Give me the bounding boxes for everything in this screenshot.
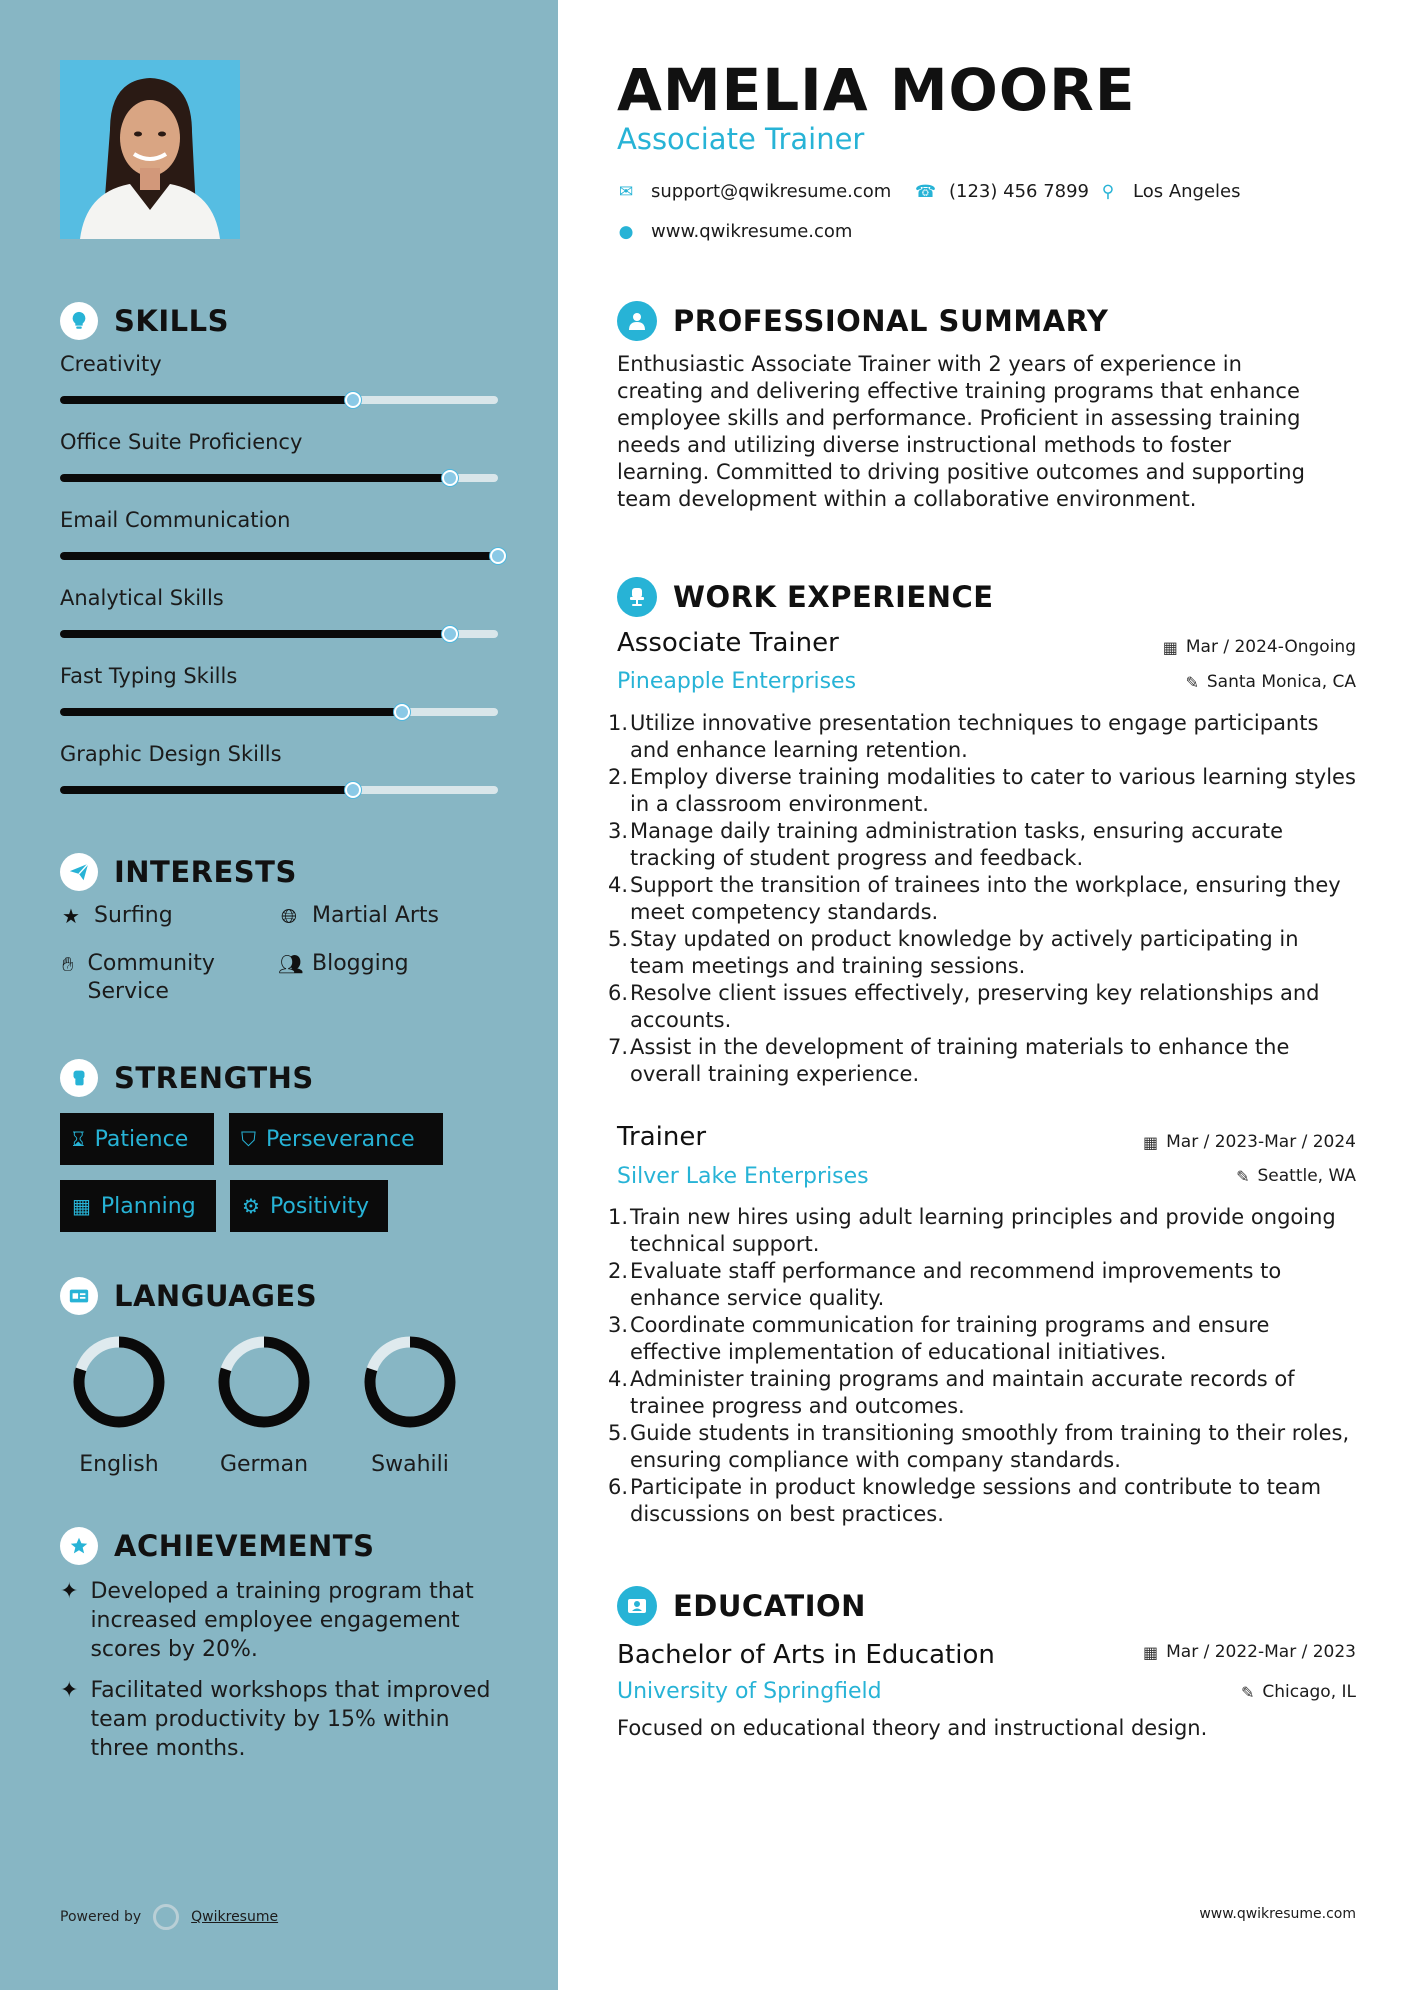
interest-item — [60, 950, 240, 1006]
star-hand-icon: ✦ — [60, 1579, 79, 1604]
duty-text: Train new hires using adult learning principles and provide ongoing technical support. — [630, 1205, 1336, 1256]
duty-text: Assist in the development of training materials to enhance the overall training experience. — [630, 1035, 1290, 1086]
hand-icon: ✋︎ — [62, 952, 74, 976]
graduation-icon — [617, 1586, 657, 1626]
education-location-text: Chicago, IL — [1262, 1682, 1356, 1702]
duty-item — [608, 980, 1358, 1034]
duty-item — [608, 1034, 1358, 1088]
lightbulb-icon — [60, 302, 98, 340]
duty-item — [608, 1420, 1358, 1474]
duty-text: Support the transition of trainees into the workplace, ensuring they meet competency standards. — [630, 873, 1341, 924]
education-title: EDUCATION — [673, 1589, 866, 1623]
job-location — [1185, 672, 1356, 692]
language-item — [59, 1334, 179, 1477]
skill-bar-knob — [345, 782, 361, 798]
users-icon: 👥︎ — [278, 952, 304, 976]
job-location — [1236, 1166, 1356, 1186]
duty-number: 5. — [608, 927, 629, 951]
duty-number: 6. — [608, 981, 629, 1005]
achievements-heading — [60, 1527, 374, 1565]
skill-bar-track — [60, 552, 498, 560]
education-location — [1241, 1682, 1356, 1702]
language-ring — [216, 1334, 312, 1430]
skill-bar-knob — [442, 626, 458, 642]
skill-item — [60, 664, 500, 688]
calendar-icon: ▦ — [1142, 1132, 1159, 1152]
pin-icon: ✎ — [1240, 1682, 1255, 1702]
profile-photo — [60, 60, 240, 239]
strength-label: Planning — [100, 1193, 196, 1219]
phone-icon: ☎ — [915, 181, 937, 202]
interests-heading — [60, 853, 297, 891]
language-card-icon — [60, 1277, 98, 1315]
skill-bar-track — [60, 630, 498, 638]
interest-label: Martial Arts — [312, 903, 440, 928]
fist-icon — [60, 1059, 98, 1097]
interest-label: Community Service — [87, 951, 215, 1004]
achievement-text: Developed a training program that increased employee engagement scores by 20%. — [90, 1579, 474, 1662]
powered-by-label: Powered by — [60, 1909, 142, 1925]
duty-number: 4. — [608, 1367, 629, 1391]
skill-item — [60, 352, 500, 376]
qwikresume-link[interactable]: Qwikresume — [191, 1909, 279, 1925]
strengths-title: STRENGTHS — [114, 1061, 314, 1095]
summary-title: PROFESSIONAL SUMMARY — [673, 304, 1109, 338]
language-name: Swahili — [371, 1452, 449, 1477]
qwikresume-logo-icon — [153, 1904, 179, 1930]
skill-bar-track — [60, 474, 498, 482]
calendar-icon: ▦ — [72, 1194, 91, 1218]
achievement-text: Facilitated workshops that improved team productivity by 15% within three months. — [90, 1678, 491, 1761]
duty-number: 3. — [608, 819, 629, 843]
education-dates-text: Mar / 2022-Mar / 2023 — [1166, 1642, 1356, 1662]
language-item — [350, 1334, 470, 1477]
job-dates-text: Mar / 2023-Mar / 2024 — [1166, 1132, 1356, 1152]
skill-bar-fill — [60, 630, 450, 638]
duty-item — [608, 1204, 1358, 1258]
skills-title: SKILLS — [114, 304, 229, 338]
skill-bar-track — [60, 396, 498, 404]
language-name: German — [219, 1452, 309, 1477]
pin-icon: ✎ — [1236, 1166, 1250, 1186]
skill-name: Email Communication — [60, 508, 291, 532]
job-dates — [1163, 637, 1356, 657]
job-title: Associate Trainer — [617, 628, 839, 658]
achievement-item — [60, 1676, 510, 1763]
duty-text: Participate in product knowledge sessions and contribute to team discussions on best practices. — [630, 1475, 1322, 1526]
calendar-icon: ▦ — [1162, 637, 1178, 657]
hourglass-icon: ⌛︎ — [72, 1127, 85, 1151]
contact-website[interactable] — [617, 221, 852, 242]
duty-number: 3. — [608, 1313, 629, 1337]
globe-icon: ● — [618, 221, 634, 242]
strength-label: Patience — [94, 1126, 189, 1152]
strengths-heading — [60, 1059, 314, 1097]
skill-name: Analytical Skills — [60, 586, 224, 610]
duty-number: 2. — [608, 1259, 629, 1283]
job-duties — [608, 1204, 1358, 1528]
powered-by — [60, 1904, 278, 1930]
summary-text: Enthusiastic Associate Trainer with 2 years of experience in creating and delivering effective training programs that enhance employee skills and performance. Proficient in assessing training needs and utilizing diverse instructional methods to foster learning. Committed to driving positive outcomes and supporting team development within a collaborative environment. — [617, 352, 1305, 511]
sidebar — [0, 0, 558, 1990]
skills-heading — [60, 302, 229, 340]
duty-text: Resolve client issues effectively, preserving key relationships and accounts. — [630, 981, 1320, 1032]
experience-title: WORK EXPERIENCE — [673, 580, 994, 614]
interest-item — [278, 950, 409, 978]
paper-plane-icon — [60, 853, 98, 891]
duty-item — [608, 1258, 1358, 1312]
duty-text: Utilize innovative presentation techniques to engage participants and enhance learning retention. — [630, 711, 1319, 762]
website-text: www.qwikresume.com — [651, 221, 853, 242]
duty-item — [608, 764, 1358, 818]
skill-bar-fill — [60, 552, 498, 560]
skill-name: Graphic Design Skills — [60, 742, 282, 766]
degree-title: Bachelor of Arts in Education — [617, 1640, 995, 1670]
skill-bar-knob — [490, 548, 506, 564]
skill-bar-fill — [60, 396, 353, 404]
language-ring — [71, 1334, 167, 1430]
duty-text: Manage daily training administration tasks, ensuring accurate tracking of student progress and feedback. — [630, 819, 1283, 870]
duty-item — [608, 1312, 1358, 1366]
skill-name: Fast Typing Skills — [60, 664, 238, 688]
interests-title: INTERESTS — [114, 855, 297, 889]
job-location-text: Santa Monica, CA — [1206, 672, 1356, 692]
skill-bar-track — [60, 786, 498, 794]
star-hand-icon: ✦ — [60, 1678, 79, 1703]
contact-location — [1099, 181, 1241, 202]
job-dates — [1143, 1132, 1356, 1152]
candidate-name: AMELIA MOORE — [617, 56, 1136, 124]
job-company: Silver Lake Enterprises — [617, 1164, 869, 1189]
globe-icon: 🌐︎ — [281, 904, 297, 928]
skill-bar-fill — [60, 474, 450, 482]
strength-tag — [60, 1113, 214, 1165]
strength-label: Perseverance — [266, 1126, 415, 1152]
skill-bar-knob — [442, 470, 458, 486]
profile-photo-image — [60, 60, 240, 239]
interest-label: Blogging — [312, 951, 409, 976]
duty-item — [608, 1366, 1358, 1420]
achievement-item — [60, 1577, 510, 1664]
interest-item — [278, 902, 439, 930]
duty-number: 5. — [608, 1421, 629, 1445]
footer-url[interactable]: www.qwikresume.com — [1199, 1906, 1356, 1922]
duty-item — [608, 818, 1358, 872]
language-ring — [362, 1334, 458, 1430]
skill-item — [60, 508, 500, 532]
language-name: English — [79, 1452, 159, 1477]
duty-number: 7. — [608, 1035, 629, 1059]
languages-title: LANGUAGES — [114, 1279, 318, 1313]
binoculars-icon: ⛉ — [241, 1127, 256, 1151]
school-name: University of Springfield — [617, 1679, 882, 1704]
education-description: Focused on educational theory and instructional design. — [617, 1716, 1208, 1740]
main-content — [558, 0, 1407, 1990]
phone-text: (123) 456 7899 — [949, 181, 1090, 202]
contact-email[interactable] — [617, 181, 891, 202]
language-item — [204, 1334, 324, 1477]
interest-item — [60, 902, 173, 930]
job-location-text: Seattle, WA — [1257, 1166, 1356, 1186]
duty-text: Coordinate communication for training programs and ensure effective implementation of educational initiatives. — [630, 1313, 1270, 1364]
duty-text: Administer training programs and maintain accurate records of trainee progress and outcomes. — [630, 1367, 1295, 1418]
pin-icon: ✎ — [1185, 672, 1199, 692]
duty-text: Employ diverse training modalities to cater to various learning styles in a classroom environment. — [630, 765, 1356, 816]
duty-text: Stay updated on product knowledge by actively participating in team meetings and training sessions. — [630, 927, 1299, 978]
strength-tag — [60, 1180, 216, 1232]
duty-number: 1. — [608, 711, 629, 735]
duty-text: Guide students in transitioning smoothly from training to their roles, ensuring compliance with company standards. — [630, 1421, 1350, 1472]
map-pin-icon: ⚲ — [1101, 181, 1115, 202]
skill-item — [60, 742, 500, 766]
education-dates — [1143, 1642, 1356, 1662]
skill-item — [60, 430, 500, 454]
duty-item — [608, 872, 1358, 926]
skill-bar-knob — [345, 392, 361, 408]
email-text: support@qwikresume.com — [651, 181, 892, 202]
languages-heading — [60, 1277, 317, 1315]
calendar-icon: ▦ — [1142, 1642, 1159, 1662]
summary-heading — [617, 301, 1108, 341]
skill-name: Office Suite Proficiency — [60, 430, 303, 454]
skill-bar-track — [60, 708, 498, 716]
skill-bar-fill — [60, 708, 402, 716]
star-icon: ★ — [62, 904, 80, 928]
location-text: Los Angeles — [1133, 181, 1241, 202]
candidate-role: Associate Trainer — [617, 122, 865, 156]
interest-label: Surfing — [94, 903, 173, 928]
duty-number: 6. — [608, 1475, 629, 1499]
duty-text: Evaluate staff performance and recommend improvements to enhance service quality. — [630, 1259, 1282, 1310]
skill-item — [60, 586, 500, 610]
job-duties — [608, 710, 1358, 1088]
skill-bar-knob — [394, 704, 410, 720]
experience-heading — [617, 577, 994, 617]
job-dates-text: Mar / 2024-Ongoing — [1185, 637, 1356, 657]
strength-tag — [230, 1180, 388, 1232]
strength-label: Positivity — [269, 1193, 369, 1219]
strength-tag — [229, 1113, 443, 1165]
envelope-icon: ✉ — [618, 181, 634, 202]
duty-number: 2. — [608, 765, 629, 789]
duty-number: 4. — [608, 873, 629, 897]
duty-number: 1. — [608, 1205, 629, 1229]
education-heading — [617, 1586, 866, 1626]
duty-item — [608, 710, 1358, 764]
achievements-title: ACHIEVEMENTS — [114, 1529, 375, 1563]
duty-item — [608, 1474, 1358, 1528]
gear-icon: ⚙︎ — [242, 1194, 260, 1218]
star-badge-icon — [60, 1527, 98, 1565]
skill-bar-fill — [60, 786, 353, 794]
contact-phone — [915, 181, 1089, 202]
job-company: Pineapple Enterprises — [617, 669, 857, 694]
briefcase-chair-icon — [617, 577, 657, 617]
skill-name: Creativity — [60, 352, 162, 376]
duty-item — [608, 926, 1358, 980]
user-icon — [617, 301, 657, 341]
job-title: Trainer — [617, 1122, 707, 1152]
